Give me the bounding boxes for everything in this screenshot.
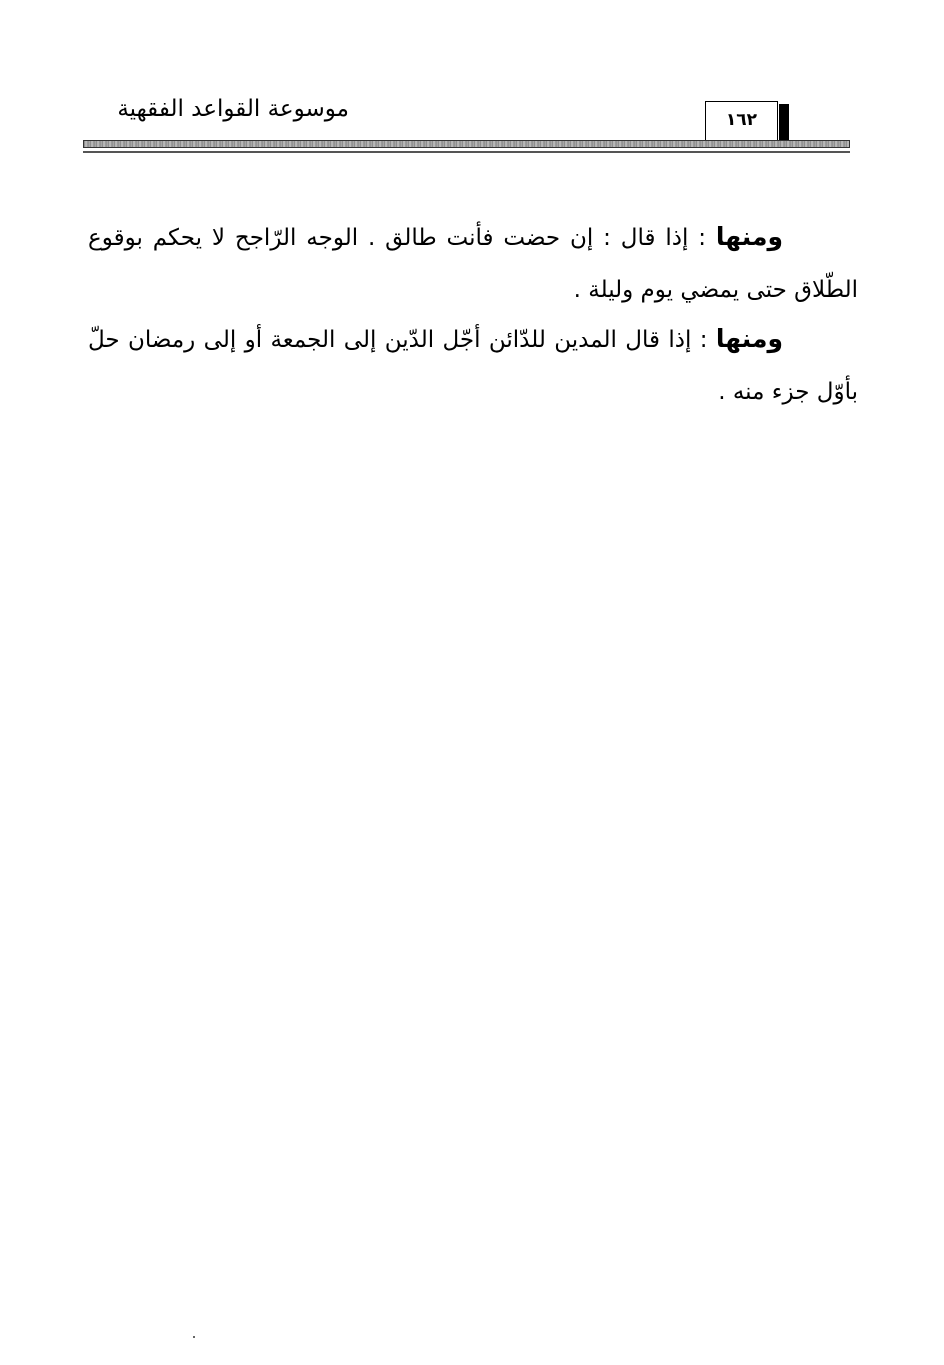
paragraph-2 bbox=[88, 313, 858, 418]
book-title: موسوعة القواعد الفقهية bbox=[117, 96, 349, 122]
paragraph-1 bbox=[88, 211, 858, 316]
header-rule-thin bbox=[83, 151, 850, 153]
paragraph-2-text: : إذا قال المدين للدّائن أجّل الدّين إلى الجمعة أو إلى رمضان حلّ بأوّل جزء منه . bbox=[88, 327, 858, 405]
scan-speck bbox=[193, 1336, 195, 1338]
page-number: ١٦٢ bbox=[725, 110, 758, 130]
paragraph-2-lead: ومنها bbox=[715, 324, 783, 353]
paragraph-1-text: : إذا قال : إن حضت فأنت طالق . الوجه الرّاجح لا يحكم بوقوع الطّلاق حتى يمضي يوم وليلة . bbox=[88, 225, 858, 303]
paragraph-1-lead: ومنها bbox=[715, 222, 783, 251]
header-rule bbox=[83, 140, 850, 148]
